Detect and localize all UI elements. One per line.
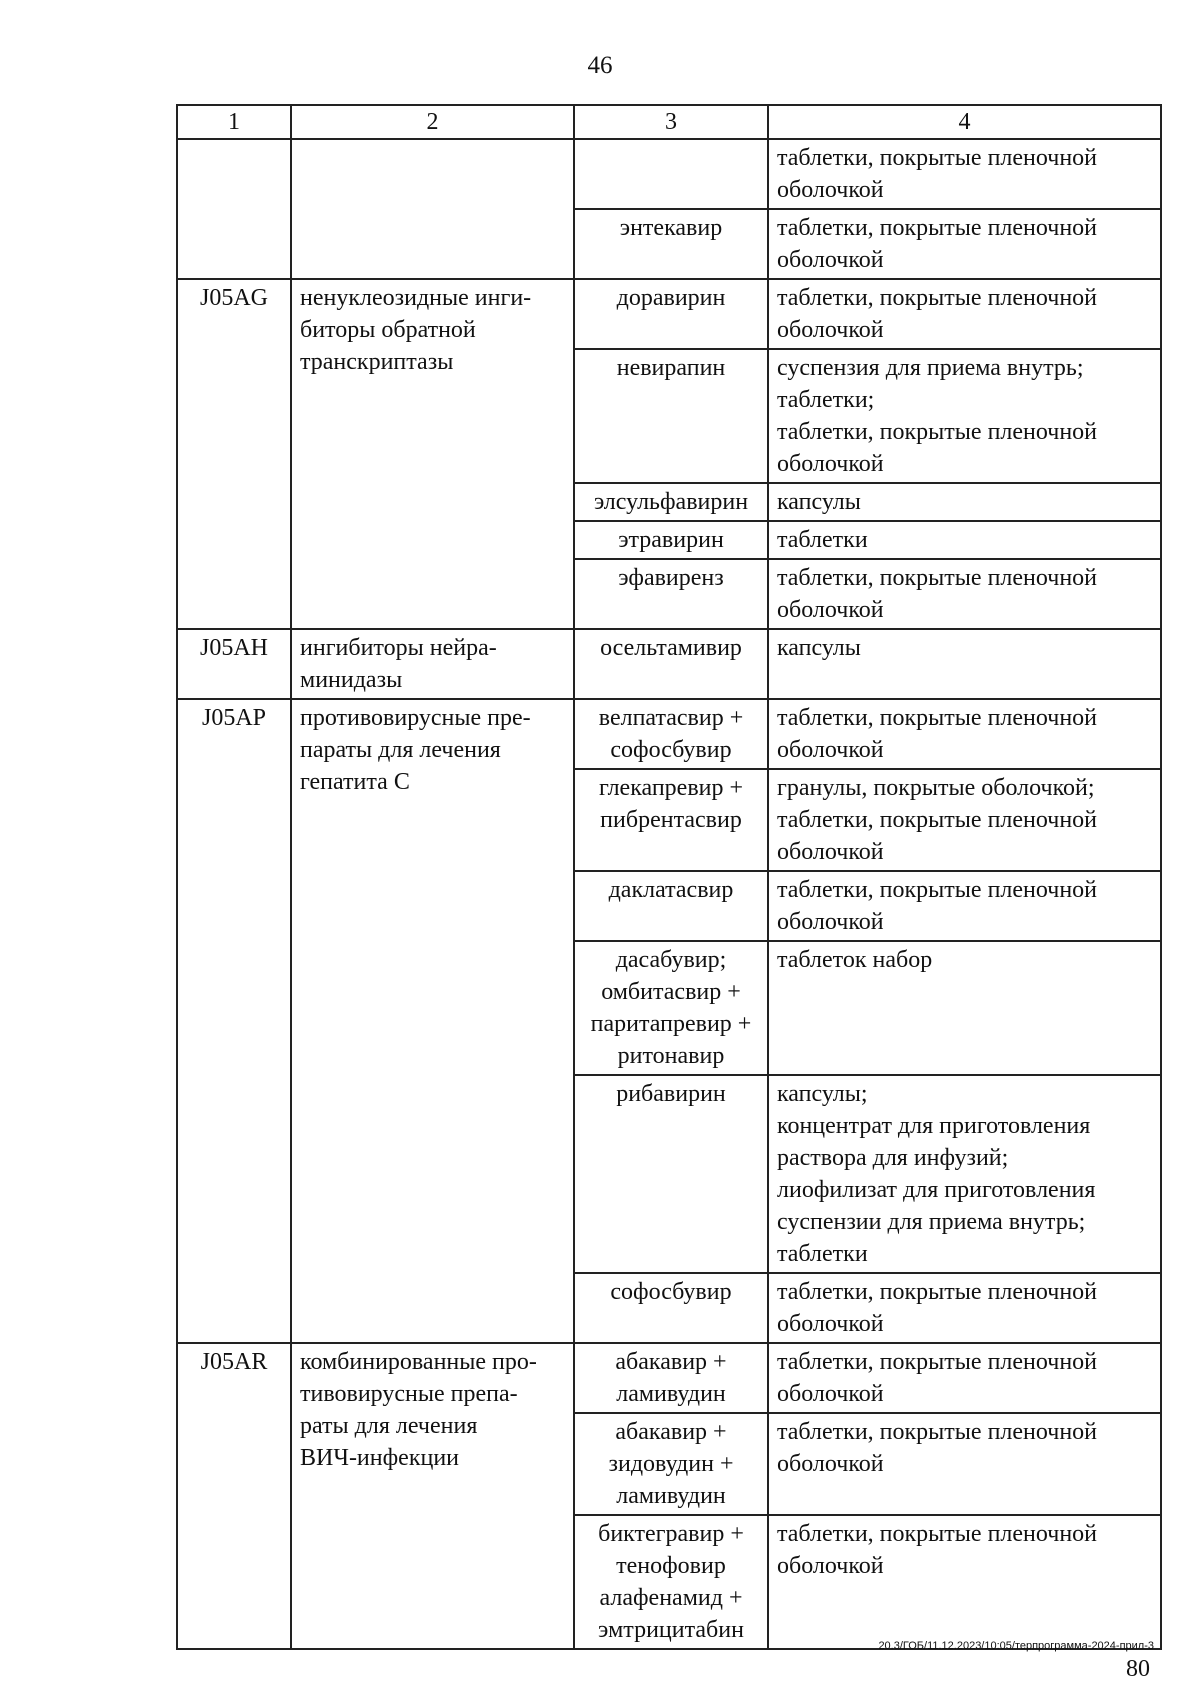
drug-name-line: этравирин xyxy=(618,527,724,553)
table-body xyxy=(177,105,1161,1649)
group-name-line: ВИЧ-инфекции xyxy=(300,1445,460,1471)
drug-name-cell xyxy=(574,1413,768,1515)
dosage-form-line: таблетки, покрытые пленочной xyxy=(777,215,1098,241)
dosage-form-cell xyxy=(768,349,1161,483)
dosage-form-line: таблетки, покрытые пленочной xyxy=(777,285,1098,311)
drug-name-cell xyxy=(574,209,768,279)
drug-name-line: невирапин xyxy=(616,355,726,381)
dosage-form-cell xyxy=(768,699,1161,769)
table-row xyxy=(177,699,1161,769)
group-name-cell xyxy=(291,279,574,629)
dosage-form-cell xyxy=(768,559,1161,629)
drug-name-line: ламивудин xyxy=(616,1381,726,1407)
drug-name-cell xyxy=(574,279,768,349)
drug-name-line: абакавир + xyxy=(615,1419,727,1445)
dosage-form-line: таблетки, покрытые пленочной xyxy=(777,1521,1098,1547)
dosage-form-line: оболочкой xyxy=(777,177,884,203)
drug-name-cell xyxy=(574,629,768,699)
medication-table xyxy=(176,104,1162,1650)
dosage-form-cell xyxy=(768,483,1161,521)
dosage-form-line: оболочкой xyxy=(777,451,884,477)
table-header-row xyxy=(177,105,1161,139)
group-name-line: биторы обратной xyxy=(300,317,476,343)
table-row xyxy=(177,1343,1161,1413)
dosage-form-line: таблетки, покрытые пленочной xyxy=(777,1279,1098,1305)
drug-name-line: пибрентасвир xyxy=(600,807,742,833)
dosage-form-cell xyxy=(768,279,1161,349)
atc-code-cell: J05AR xyxy=(177,1343,291,1649)
dosage-form-line: оболочкой xyxy=(777,1381,884,1407)
drug-name-line: ритонавир xyxy=(617,1043,725,1069)
dosage-form-line: капсулы; xyxy=(777,1081,868,1107)
dosage-form-line: таблетки, покрытые пленочной xyxy=(777,877,1098,903)
drug-name-line: абакавир + xyxy=(615,1349,727,1375)
drug-name-line: рибавирин xyxy=(616,1081,726,1107)
group-name-line: транскриптазы xyxy=(300,349,454,375)
table-row xyxy=(177,629,1161,699)
atc-code-cell: J05AG xyxy=(177,279,291,629)
dosage-form-line: гранулы, покрытые оболочкой; xyxy=(777,775,1095,801)
dosage-form-line: оболочкой xyxy=(777,1553,884,1579)
drug-name-cell xyxy=(574,1515,768,1649)
table-row xyxy=(177,139,1161,209)
atc-code-cell: J05AP xyxy=(177,699,291,1343)
group-name-line: параты для лечения xyxy=(300,737,501,763)
drug-name-line: даклатасвир xyxy=(608,877,734,903)
dosage-form-line: оболочкой xyxy=(777,737,884,763)
dosage-form-line: таблетки; xyxy=(777,387,875,413)
dosage-form-line: таблетки xyxy=(777,527,868,553)
atc-code-cell xyxy=(177,139,291,279)
document-code: 20.3/ГОБ/11.12.2023/10:05/терпрограмма-2024-прил-3 xyxy=(878,1640,1154,1652)
header-col-1: 1 xyxy=(177,105,291,139)
group-name-line: ненуклеозидные инги- xyxy=(300,285,532,311)
group-name-cell xyxy=(291,629,574,699)
drug-name-line: эмтрицитабин xyxy=(598,1617,744,1643)
drug-name-line: элсульфавирин xyxy=(593,489,749,515)
dosage-form-line: оболочкой xyxy=(777,597,884,623)
dosage-form-line: таблетки, покрытые пленочной xyxy=(777,705,1098,731)
group-name-cell xyxy=(291,699,574,1343)
dosage-form-cell xyxy=(768,941,1161,1075)
drug-name-line: дасабувир; xyxy=(615,947,727,973)
drug-name-cell xyxy=(574,1343,768,1413)
drug-name-cell xyxy=(574,559,768,629)
dosage-form-line: суспензия для приема внутрь; xyxy=(777,355,1084,381)
group-name-line: противовирусные пре- xyxy=(300,705,531,731)
dosage-form-cell xyxy=(768,1273,1161,1343)
drug-name-cell xyxy=(574,139,768,209)
dosage-form-line: концентрат для приготовления xyxy=(777,1113,1091,1139)
dosage-form-cell xyxy=(768,769,1161,871)
drug-name-line: паритапревир + xyxy=(590,1011,752,1037)
drug-name-cell xyxy=(574,521,768,559)
header-col-3: 3 xyxy=(574,105,768,139)
dosage-form-cell xyxy=(768,1343,1161,1413)
dosage-form-cell xyxy=(768,209,1161,279)
dosage-form-line: оболочкой xyxy=(777,1451,884,1477)
drug-name-line: софосбувир xyxy=(610,1279,732,1305)
group-name-line: раты для лечения xyxy=(300,1413,478,1439)
dosage-form-line: оболочкой xyxy=(777,247,884,273)
dosage-form-cell xyxy=(768,871,1161,941)
drug-name-line: доравирин xyxy=(616,285,726,311)
drug-name-line: велпатасвир + xyxy=(598,705,744,731)
drug-name-cell xyxy=(574,769,768,871)
drug-name-line: алафенамид + xyxy=(599,1585,743,1611)
dosage-form-cell xyxy=(768,1075,1161,1273)
page-number: 46 xyxy=(587,52,613,79)
group-name-line: комбинированные про- xyxy=(300,1349,537,1375)
dosage-form-cell xyxy=(768,521,1161,559)
group-name-cell xyxy=(291,1343,574,1649)
dosage-form-line: оболочкой xyxy=(777,839,884,865)
dosage-form-line: капсулы xyxy=(777,489,861,515)
dosage-form-line: оболочкой xyxy=(777,909,884,935)
drug-name-line: энтекавир xyxy=(619,215,723,241)
dosage-form-line: таблетки, покрытые пленочной xyxy=(777,807,1098,833)
dosage-form-line: суспензии для приема внутрь; xyxy=(777,1209,1086,1235)
dosage-form-line: таблетки, покрытые пленочной xyxy=(777,565,1098,591)
header-col-4: 4 xyxy=(768,105,1161,139)
dosage-form-line: таблетки, покрытые пленочной xyxy=(777,1349,1098,1375)
dosage-form-line: оболочкой xyxy=(777,1311,884,1337)
dosage-form-cell xyxy=(768,1515,1161,1649)
dosage-form-line: капсулы xyxy=(777,635,861,661)
dosage-form-line: раствора для инфузий; xyxy=(777,1145,1009,1171)
dosage-form-line: оболочкой xyxy=(777,317,884,343)
drug-name-cell xyxy=(574,483,768,521)
drug-name-cell xyxy=(574,871,768,941)
dosage-form-line: таблетки, покрытые пленочной xyxy=(777,1419,1098,1445)
dosage-form-line: таблеток набор xyxy=(777,947,933,973)
drug-name-cell xyxy=(574,1075,768,1273)
drug-name-line: эфавиренз xyxy=(618,565,724,591)
drug-name-cell xyxy=(574,941,768,1075)
drug-name-line: софосбувир xyxy=(610,737,732,763)
dosage-form-line: таблетки, покрытые пленочной xyxy=(777,419,1098,445)
dosage-form-line: таблетки xyxy=(777,1241,868,1267)
dosage-form-cell xyxy=(768,629,1161,699)
drug-name-line: осельтамивир xyxy=(600,635,742,661)
group-name-line: гепатита С xyxy=(300,769,410,795)
dosage-form-line: лиофилизат для приготовления xyxy=(777,1177,1096,1203)
dosage-form-cell xyxy=(768,139,1161,209)
dosage-form-line: таблетки, покрытые пленочной xyxy=(777,145,1098,171)
atc-code-cell: J05AH xyxy=(177,629,291,699)
group-name-line: ингибиторы нейра- xyxy=(300,635,497,661)
sheet-number: 80 xyxy=(1126,1656,1150,1682)
header-col-2: 2 xyxy=(291,105,574,139)
drug-name-cell xyxy=(574,1273,768,1343)
drug-name-line: зидовудин + xyxy=(608,1451,734,1477)
drug-name-line: биктегравир + xyxy=(598,1521,744,1547)
dosage-form-cell xyxy=(768,1413,1161,1515)
drug-name-line: тенофовир xyxy=(616,1553,726,1579)
drug-name-line: омбитасвир + xyxy=(601,979,741,1005)
drug-name-cell xyxy=(574,699,768,769)
group-name-line: минидазы xyxy=(300,667,403,693)
group-name-cell xyxy=(291,139,574,279)
group-name-line: тивовирусные препа- xyxy=(300,1381,518,1407)
drug-name-line: глекапревир + xyxy=(598,775,744,801)
table-row xyxy=(177,279,1161,349)
drug-name-line: ламивудин xyxy=(616,1483,726,1509)
drug-name-cell xyxy=(574,349,768,483)
